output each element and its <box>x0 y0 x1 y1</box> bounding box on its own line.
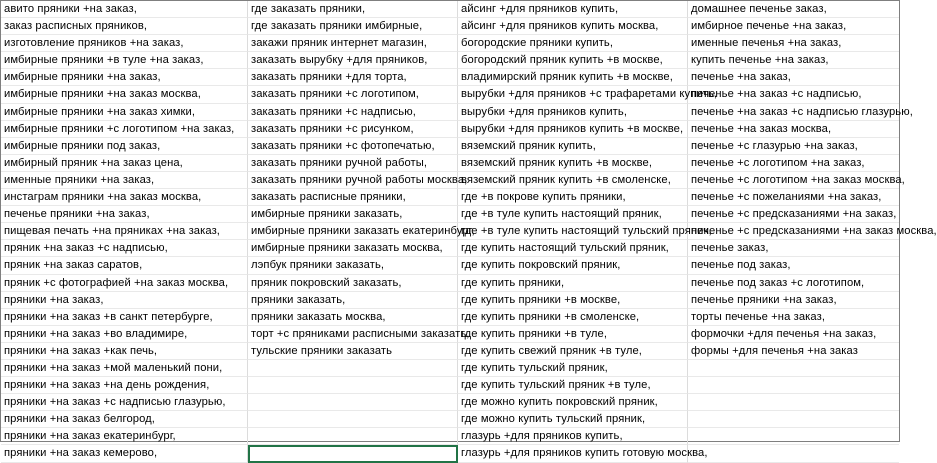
table-cell[interactable] <box>688 411 899 428</box>
table-cell[interactable]: печенье +с предсказаниями +на заказ, <box>688 206 899 223</box>
table-cell[interactable]: вырубки +для пряников купить, <box>458 104 688 121</box>
table-cell[interactable]: печенье +с пожеланиями +на заказ, <box>688 189 899 206</box>
table-cell[interactable]: заказать вырубку +для пряников, <box>248 52 458 69</box>
table-cell[interactable]: имбирные пряники заказать москва, <box>248 240 458 257</box>
table-cell[interactable]: пряники +на заказ +во владимире, <box>1 326 248 343</box>
table-cell[interactable]: печенье пряники +на заказ, <box>688 292 899 309</box>
table-cell[interactable]: где +в туле купить настоящий пряник, <box>458 206 688 223</box>
table-cell[interactable]: где можно купить покровский пряник, <box>458 394 688 411</box>
table-cell[interactable]: владимирский пряник купить +в москве, <box>458 69 688 86</box>
table-cell[interactable]: печенье +на заказ москва, <box>688 121 899 138</box>
table-cell[interactable]: торт +с пряниками расписными заказать, <box>248 326 458 343</box>
table-cell[interactable]: авито пряники +на заказ, <box>1 1 248 18</box>
table-cell[interactable]: богородские пряники купить, <box>458 35 688 52</box>
table-cell[interactable]: заказать пряники +с фотопечатью, <box>248 138 458 155</box>
table-cell[interactable]: заказ расписных пряников, <box>1 18 248 35</box>
table-cell[interactable]: где купить пряники +в смоленске, <box>458 309 688 326</box>
table-cell[interactable]: имбирный пряник +на заказ цена, <box>1 155 248 172</box>
table-cell[interactable]: вяземский пряник купить +в смоленске, <box>458 172 688 189</box>
table-cell[interactable]: где купить тульский пряник, <box>458 360 688 377</box>
table-cell[interactable]: пряники +на заказ +как печь, <box>1 343 248 360</box>
table-cell[interactable]: заказать пряники ручной работы, <box>248 155 458 172</box>
table-cell[interactable]: заказать пряники +с логотипом, <box>248 86 458 103</box>
table-cell[interactable]: вырубки +для пряников купить +в москве, <box>458 121 688 138</box>
table-cell[interactable] <box>248 360 458 377</box>
table-cell[interactable]: богородский пряник купить +в москве, <box>458 52 688 69</box>
table-cell[interactable]: имбирные пряники +на заказ москва, <box>1 86 248 103</box>
table-cell[interactable]: печенье +с глазурью +на заказ, <box>688 138 899 155</box>
table-cell[interactable] <box>688 360 899 377</box>
table-cell[interactable]: имбирные пряники +на заказ химки, <box>1 104 248 121</box>
table-cell[interactable] <box>248 428 458 445</box>
table-cell[interactable]: имбирные пряники под заказ, <box>1 138 248 155</box>
table-cell[interactable]: пряники +на заказ +в санкт петербурге, <box>1 309 248 326</box>
table-cell[interactable]: где купить пряники +в туле, <box>458 326 688 343</box>
table-cell[interactable]: формы +для печенья +на заказ <box>688 343 899 360</box>
table-cell[interactable]: где купить свежий пряник +в туле, <box>458 343 688 360</box>
table-cell[interactable]: где заказать пряники имбирные, <box>248 18 458 35</box>
table-cell[interactable]: пряники заказать, <box>248 292 458 309</box>
table-cell[interactable]: где купить тульский пряник +в туле, <box>458 377 688 394</box>
table-cell[interactable]: торты печенье +на заказ, <box>688 309 899 326</box>
table-cell[interactable]: именные печенья +на заказ, <box>688 35 899 52</box>
table-cell[interactable]: имбирные пряники заказать, <box>248 206 458 223</box>
table-cell[interactable]: где можно купить тульский пряник, <box>458 411 688 428</box>
table-cell[interactable] <box>248 411 458 428</box>
table-cell[interactable]: тульские пряники заказать <box>248 343 458 360</box>
table-cell[interactable]: пряники +на заказ +мой маленький пони, <box>1 360 248 377</box>
table-cell[interactable]: имбирные пряники +в туле +на заказ, <box>1 52 248 69</box>
table-cell[interactable]: печенье +с логотипом +на заказ москва, <box>688 172 899 189</box>
table-cell[interactable] <box>688 445 899 462</box>
table-cell[interactable]: пряники +на заказ белгород, <box>1 411 248 428</box>
table-cell[interactable]: где купить покровский пряник, <box>458 257 688 274</box>
table-cell[interactable]: инстаграм пряники +на заказ москва, <box>1 189 248 206</box>
table-cell[interactable]: печенье +с предсказаниями +на заказ москва, <box>688 223 899 240</box>
table-cell[interactable]: вырубки +для пряников +с трафаретами купить, <box>458 86 688 103</box>
table-cell[interactable]: имбирные пряники +на заказ, <box>1 69 248 86</box>
table-cell[interactable]: пряники +на заказ +с надписью глазурью, <box>1 394 248 411</box>
table-cell[interactable]: печенье под заказ +с логотипом, <box>688 275 899 292</box>
table-cell[interactable]: печенье заказ, <box>688 240 899 257</box>
table-cell[interactable]: где +в покрове купить пряники, <box>458 189 688 206</box>
table-cell[interactable]: пряник +на заказ +с надписью, <box>1 240 248 257</box>
table-cell[interactable]: заказать расписные пряники, <box>248 189 458 206</box>
table-cell[interactable]: печенье +на заказ, <box>688 69 899 86</box>
table-cell[interactable]: печенье +на заказ +с надписью, <box>688 86 899 103</box>
table-cell[interactable]: где купить пряники, <box>458 275 688 292</box>
table-cell[interactable]: где заказать пряники, <box>248 1 458 18</box>
table-cell[interactable]: пищевая печать +на пряниках +на заказ, <box>1 223 248 240</box>
table-cell[interactable]: пряник +на заказ саратов, <box>1 257 248 274</box>
table-cell[interactable]: печенье +с логотипом +на заказ, <box>688 155 899 172</box>
table-cell[interactable]: где купить пряники +в москве, <box>458 292 688 309</box>
table-cell[interactable]: пряники +на заказ +на день рождения, <box>1 377 248 394</box>
table-cell[interactable]: вяземский пряник купить +в москве, <box>458 155 688 172</box>
table-cell[interactable]: вяземский пряник купить, <box>458 138 688 155</box>
table-cell[interactable]: где купить настоящий тульский пряник, <box>458 240 688 257</box>
table-cell[interactable]: заказать пряники ручной работы москва, <box>248 172 458 189</box>
table-cell[interactable]: имбирное печенье +на заказ, <box>688 18 899 35</box>
table-cell[interactable] <box>688 377 899 394</box>
table-cell[interactable]: лэпбук пряники заказать, <box>248 257 458 274</box>
cell-grid <box>1 1 937 463</box>
table-cell[interactable]: печенье пряники +на заказ, <box>1 206 248 223</box>
table-cell[interactable]: домашнее печенье заказ, <box>688 1 899 18</box>
table-cell[interactable]: пряник +с фотографией +на заказ москва, <box>1 275 248 292</box>
table-cell[interactable]: глазурь +для пряников купить готовую москва, <box>458 445 688 462</box>
table-cell[interactable] <box>248 445 458 462</box>
table-cell[interactable]: заказать пряники +с рисунком, <box>248 121 458 138</box>
table-cell[interactable] <box>248 394 458 411</box>
table-cell[interactable]: печенье под заказ, <box>688 257 899 274</box>
table-cell[interactable]: глазурь +для пряников купить, <box>458 428 688 445</box>
table-cell[interactable]: заказать пряники +для торта, <box>248 69 458 86</box>
table-cell[interactable]: закажи пряник интернет магазин, <box>248 35 458 52</box>
table-cell[interactable]: пряники заказать москва, <box>248 309 458 326</box>
table-cell[interactable]: заказать пряники +с надписью, <box>248 104 458 121</box>
table-cell[interactable]: имбирные пряники +с логотипом +на заказ, <box>1 121 248 138</box>
table-cell[interactable]: айсинг +для пряников купить, <box>458 1 688 18</box>
table-cell[interactable] <box>688 394 899 411</box>
table-cell[interactable]: имбирные пряники заказать екатеринбург, <box>248 223 458 240</box>
table-cell[interactable]: айсинг +для пряников купить москва, <box>458 18 688 35</box>
table-cell[interactable]: печенье +на заказ +с надписью глазурью, <box>688 104 899 121</box>
table-cell[interactable]: пряники +на заказ, <box>1 292 248 309</box>
table-cell[interactable]: пряник покровский заказать, <box>248 275 458 292</box>
table-cell[interactable]: купить печенье +на заказ, <box>688 52 899 69</box>
table-cell[interactable]: изготовление пряников +на заказ, <box>1 35 248 52</box>
table-cell[interactable]: именные пряники +на заказ, <box>1 172 248 189</box>
table-cell[interactable] <box>688 428 899 445</box>
table-cell[interactable]: где +в туле купить настоящий тульский пряник, <box>458 223 688 240</box>
table-cell[interactable] <box>248 377 458 394</box>
table-cell[interactable]: формочки +для печенья +на заказ, <box>688 326 899 343</box>
table-cell[interactable]: пряники +на заказ екатеринбург, <box>1 428 248 445</box>
table-cell[interactable]: пряники +на заказ кемерово, <box>1 445 248 462</box>
